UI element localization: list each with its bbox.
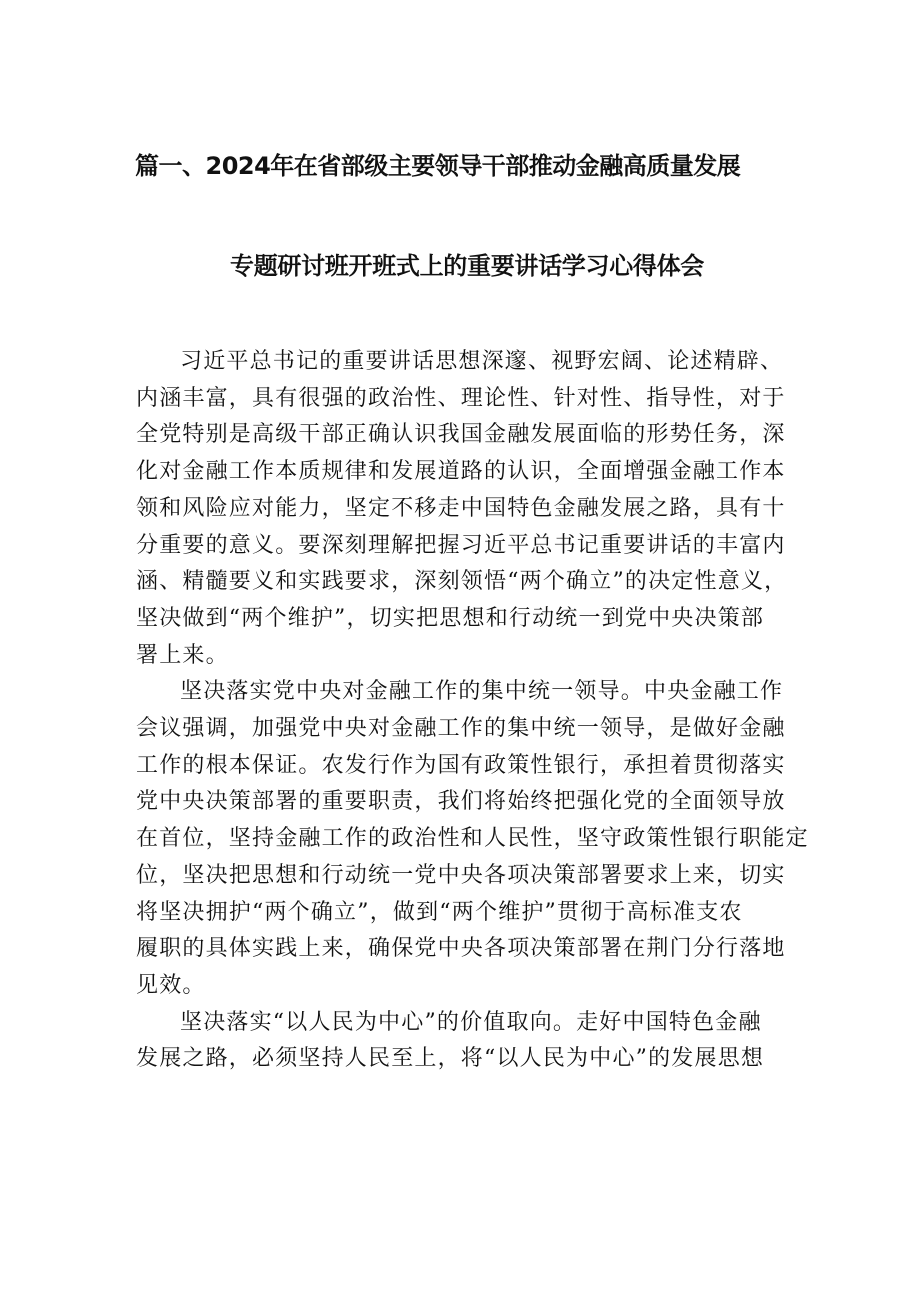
paragraph-line: 党中央决策部署的重要职责，我们将始终把强化党的全面领导放	[136, 789, 786, 815]
paragraph-line: 全党特别是高级干部正确认识我国金融发展面临的形势任务，深	[136, 422, 786, 448]
paragraph-line: 署上来。	[136, 642, 229, 668]
paragraph-line: 坚决做到“两个维护”，切实把思想和行动统一到党中央决策部	[136, 605, 765, 631]
paragraph	[136, 674, 809, 1004]
paragraph-line: 履职的具体实践上来，确保党中央各项决策部署在荆门分行落地	[136, 936, 786, 962]
paragraph-line: 内涵丰富，具有很强的政治性、理论性、针对性、指导性，对于	[136, 385, 786, 411]
paragraph-line: 领和风险应对能力，坚定不移走中国特色金融发展之路，具有十	[136, 495, 786, 521]
paragraph-line: 坚决落实党中央对金融工作的集中统一领导。中央金融工作	[180, 679, 784, 705]
paragraph-line: 将坚决拥护“两个确立”，做到“两个维护”贯彻于高标准支农	[136, 899, 743, 925]
paragraph	[136, 344, 796, 674]
paragraph-line: 见效。	[136, 972, 206, 998]
document-title-line-2: 专题研讨班开班式上的重要讲话学习心得体会	[230, 252, 704, 280]
paragraph-line: 分重要的意义。要深刻理解把握习近平总书记重要讲话的丰富内	[136, 532, 786, 558]
paragraph-line: 坚决落实“以人民为中心”的价值取向。走好中国特色金融	[180, 1009, 762, 1035]
paragraph-line: 位，坚决把思想和行动统一党中央各项决策部署要求上来，切实	[136, 862, 786, 888]
paragraph-line: 发展之路，必须坚持人民至上，将“以人民为中心”的发展思想	[136, 1046, 765, 1072]
paragraph-line: 会议强调，加强党中央对金融工作的集中统一领导，是做好金融	[136, 716, 786, 742]
paragraph-line: 涵、精髓要义和实践要求，深刻领悟“两个确立”的决定性意义，	[136, 569, 788, 595]
paragraph-line: 在首位，坚持金融工作的政治性和人民性，坚守政策性银行职能定	[136, 826, 809, 852]
paragraph	[136, 1005, 796, 1078]
document-body	[136, 344, 809, 1078]
paragraph-line: 工作的根本保证。农发行作为国有政策性银行，承担着贯彻落实	[136, 752, 786, 778]
paragraph-line: 习近平总书记的重要讲话思想深邃、视野宏阔、论述精辟、	[180, 349, 784, 374]
paragraph-line: 化对金融工作本质规律和发展道路的认识，全面增强金融工作本	[136, 459, 786, 485]
document-title-line-1: 篇一、2024年在省部级主要领导干部推动金融高质量发展	[135, 152, 741, 180]
